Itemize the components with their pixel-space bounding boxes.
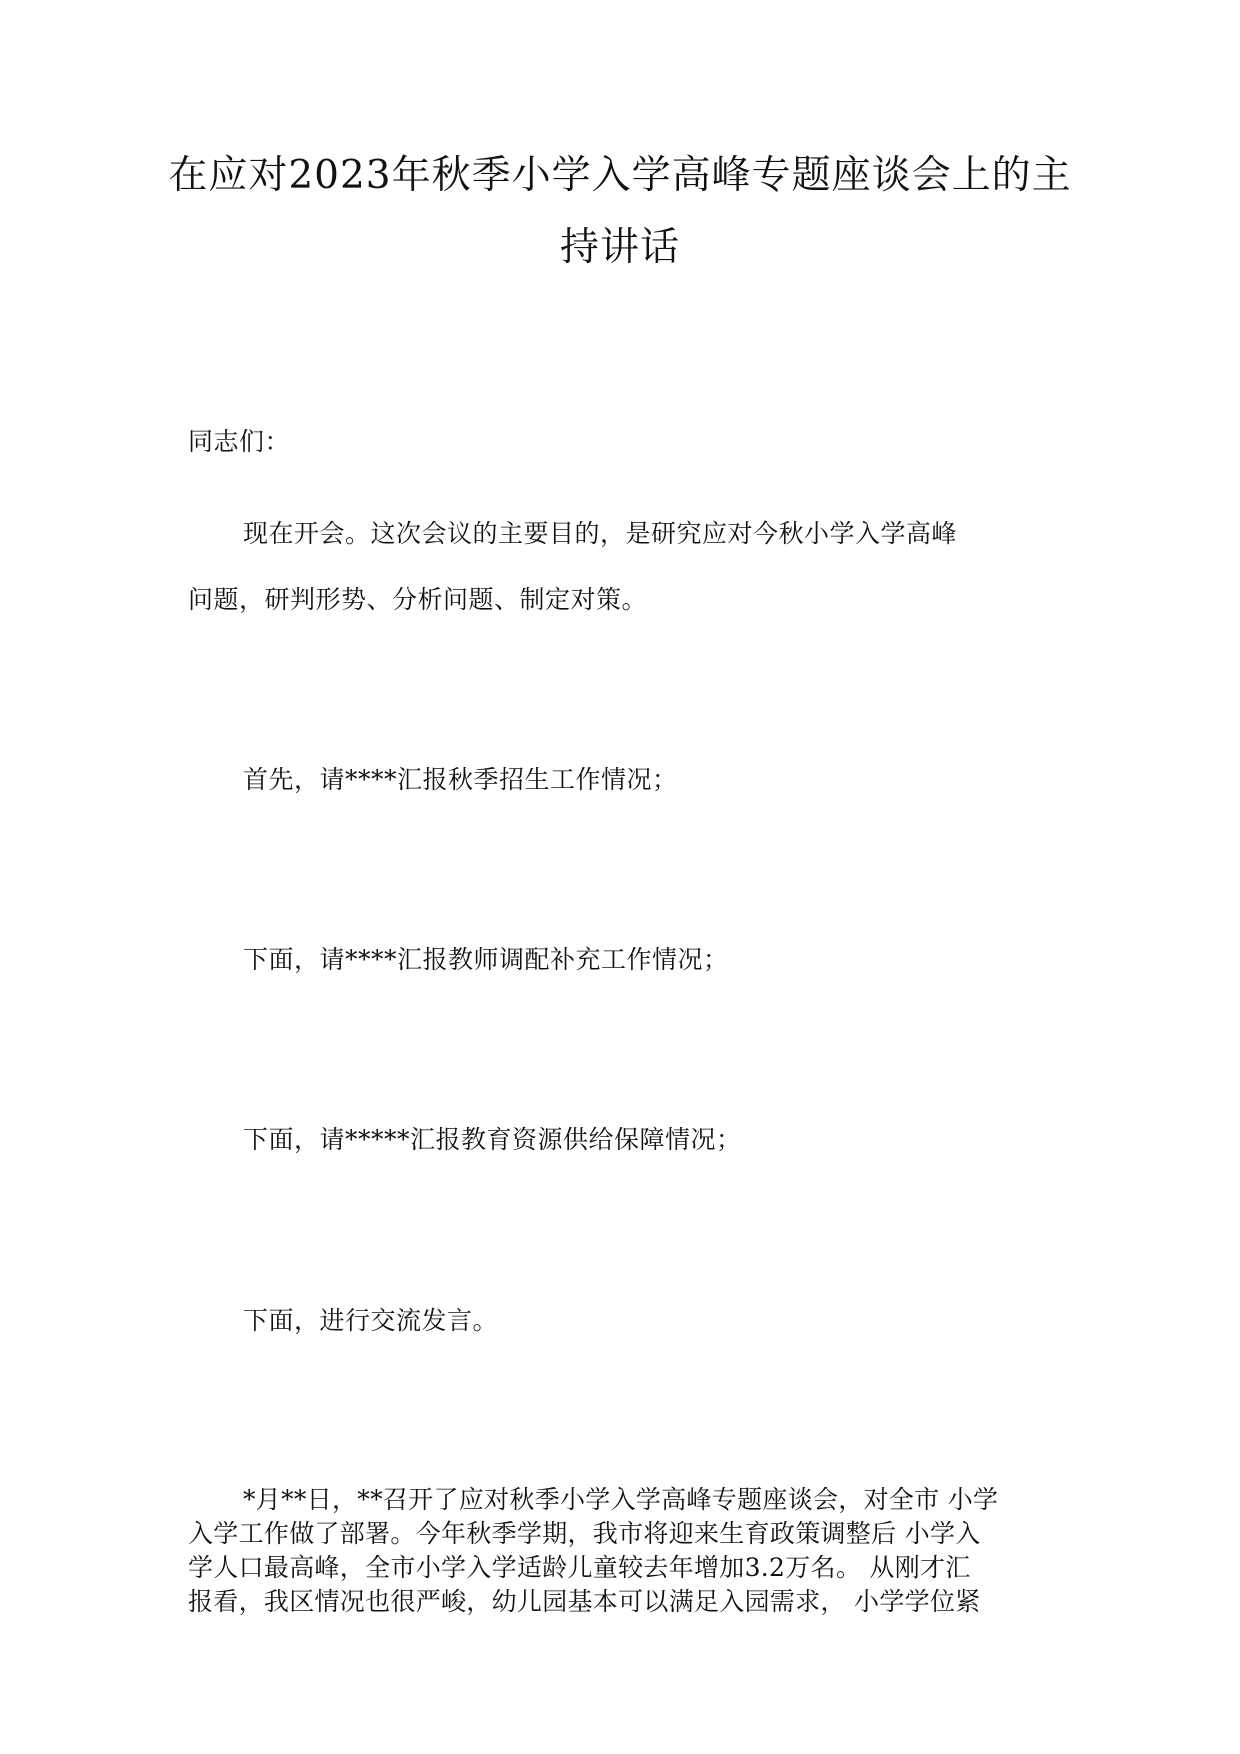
document-title-line-2: 持讲话 <box>559 225 680 270</box>
salutation: 同志们： <box>188 427 291 456</box>
paragraph-1-line-2: 问题，研判形势、分析问题、制定对策。 <box>188 585 648 614</box>
paragraph-4: 下面，请*****汇报教育资源供给保障情况； <box>243 1125 742 1154</box>
paragraph-5: 下面，进行交流发言。 <box>243 1306 499 1335</box>
paragraph-1-line-1: 现在开会。这次会议的主要目的，是研究应对今秋小学入学高峰 <box>243 519 958 548</box>
document-title-line-1: 在应对2023年秋季小学入学高峰专题座谈会上的主 <box>168 153 1072 198</box>
paragraph-6-line-3: 学人口最高峰，全市小学入学适龄儿童较去年增加3.2万名。 从刚才汇 <box>188 1553 971 1582</box>
paragraph-3: 下面，请****汇报教师调配补充工作情况； <box>243 945 729 974</box>
paragraph-6-line-4: 报看，我区情况也很严峻，幼儿园基本可以满足入园需求， 小学学位紧 <box>188 1587 981 1616</box>
paragraph-6-line-1: *月**日，**召开了应对秋季小学入学高峰专题座谈会，对全市 小学 <box>243 1485 999 1514</box>
paragraph-2: 首先，请****汇报秋季招生工作情况； <box>243 765 678 794</box>
paragraph-6-line-2: 入学工作做了部署。今年秋季学期，我市将迎来生育政策调整后 小学入 <box>188 1519 981 1548</box>
